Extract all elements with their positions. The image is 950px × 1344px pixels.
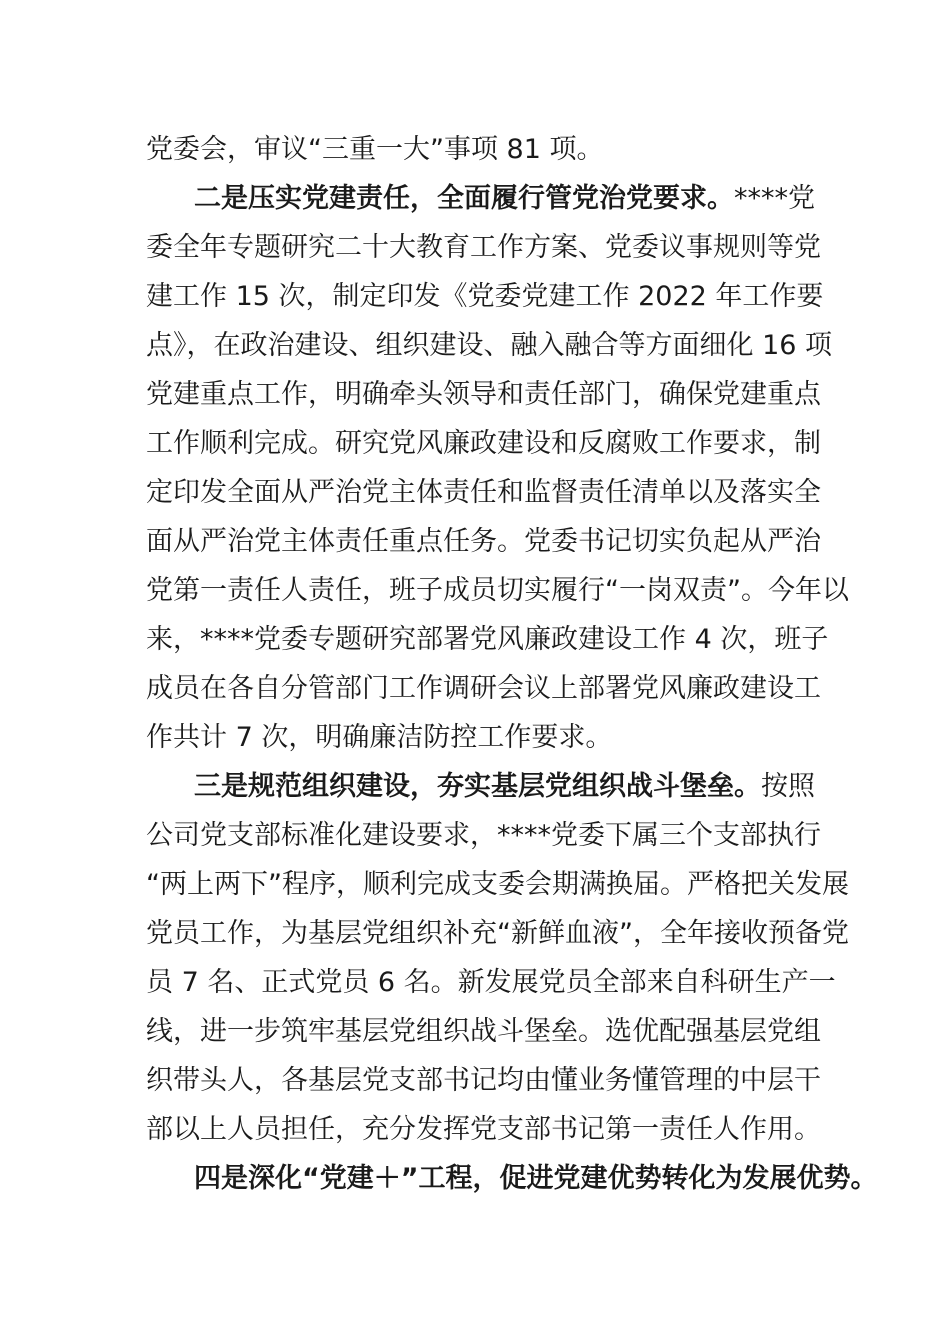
text-line bbox=[146, 818, 821, 854]
text-line bbox=[146, 622, 828, 658]
text-line bbox=[146, 1014, 821, 1050]
text-line bbox=[146, 328, 832, 364]
line-text: 作共计 7 次，明确廉洁防控工作要求。 bbox=[146, 722, 613, 753]
line-text: 员 7 名、正式党员 6 名。新发展党员全部来自科研生产一 bbox=[146, 967, 836, 998]
line-text: 委全年专题研究二十大教育工作方案、党委议事规则等党 bbox=[146, 232, 821, 263]
line-text: 党员工作，为基层党组织补充“新鲜血液”，全年接收预备党 bbox=[146, 918, 849, 949]
section-heading: 三是规范组织建设，夯实基层党组织战斗堡垒。 bbox=[194, 771, 761, 802]
text-line bbox=[146, 867, 849, 903]
paragraph-heading-line bbox=[194, 181, 815, 217]
line-text: 线，进一步筑牢基层党组织战斗堡垒。选优配强基层党组 bbox=[146, 1016, 821, 1047]
line-text: 工作顺利完成。研究党风廉政建设和反腐败工作要求，制 bbox=[146, 428, 821, 459]
text-line bbox=[146, 524, 821, 560]
line-text: 党第一责任人责任，班子成员切实履行“一岗双责”。今年以 bbox=[146, 575, 849, 606]
text-line bbox=[146, 426, 821, 462]
section-heading: 二是压实党建责任，全面履行管党治党要求。 bbox=[194, 183, 734, 214]
line-text: ****党 bbox=[734, 183, 815, 214]
line-text: 党委会，审议“三重一大”事项 81 项。 bbox=[146, 134, 604, 165]
line-text: 按照 bbox=[761, 771, 815, 802]
text-line bbox=[146, 475, 821, 511]
line-text: 建工作 15 次，制定印发《党委党建工作 2022 年工作要 bbox=[146, 281, 824, 312]
text-line bbox=[146, 230, 821, 266]
text-line bbox=[146, 916, 849, 952]
line-text: 部以上人员担任，充分发挥党支部书记第一责任人作用。 bbox=[146, 1114, 821, 1145]
line-text: 来，****党委专题研究部署党风廉政建设工作 4 次，班子 bbox=[146, 624, 829, 655]
text-line bbox=[146, 671, 821, 707]
text-line bbox=[146, 720, 612, 756]
paragraph-heading-line bbox=[194, 1161, 878, 1197]
line-text: 定印发全面从严治党主体责任和监督责任清单以及落实全 bbox=[146, 477, 821, 508]
text-line bbox=[146, 377, 821, 413]
text-line bbox=[146, 279, 823, 315]
line-text: 面从严治党主体责任重点任务。党委书记切实负起从严治 bbox=[146, 526, 821, 557]
text-line bbox=[146, 573, 849, 609]
line-text: “两上两下”程序，顺利完成支委会期满换届。严格把关发展 bbox=[146, 869, 849, 900]
text-line bbox=[146, 965, 836, 1001]
paragraph-heading-line bbox=[194, 769, 815, 805]
text-line bbox=[146, 1112, 821, 1148]
line-text: 公司党支部标准化建设要求，****党委下属三个支部执行 bbox=[146, 820, 821, 851]
section-heading: 四是深化“党建＋”工程，促进党建优势转化为发展优势。 bbox=[194, 1163, 878, 1194]
text-line bbox=[146, 1063, 821, 1099]
line-text: 点》，在政治建设、组织建设、融入融合等方面细化 16 项 bbox=[146, 330, 833, 361]
text-line bbox=[146, 132, 604, 168]
line-text: 党建重点工作，明确牵头领导和责任部门，确保党建重点 bbox=[146, 379, 821, 410]
line-text: 成员在各自分管部门工作调研会议上部署党风廉政建设工 bbox=[146, 673, 821, 704]
line-text: 织带头人，各基层党支部书记均由懂业务懂管理的中层干 bbox=[146, 1065, 821, 1096]
